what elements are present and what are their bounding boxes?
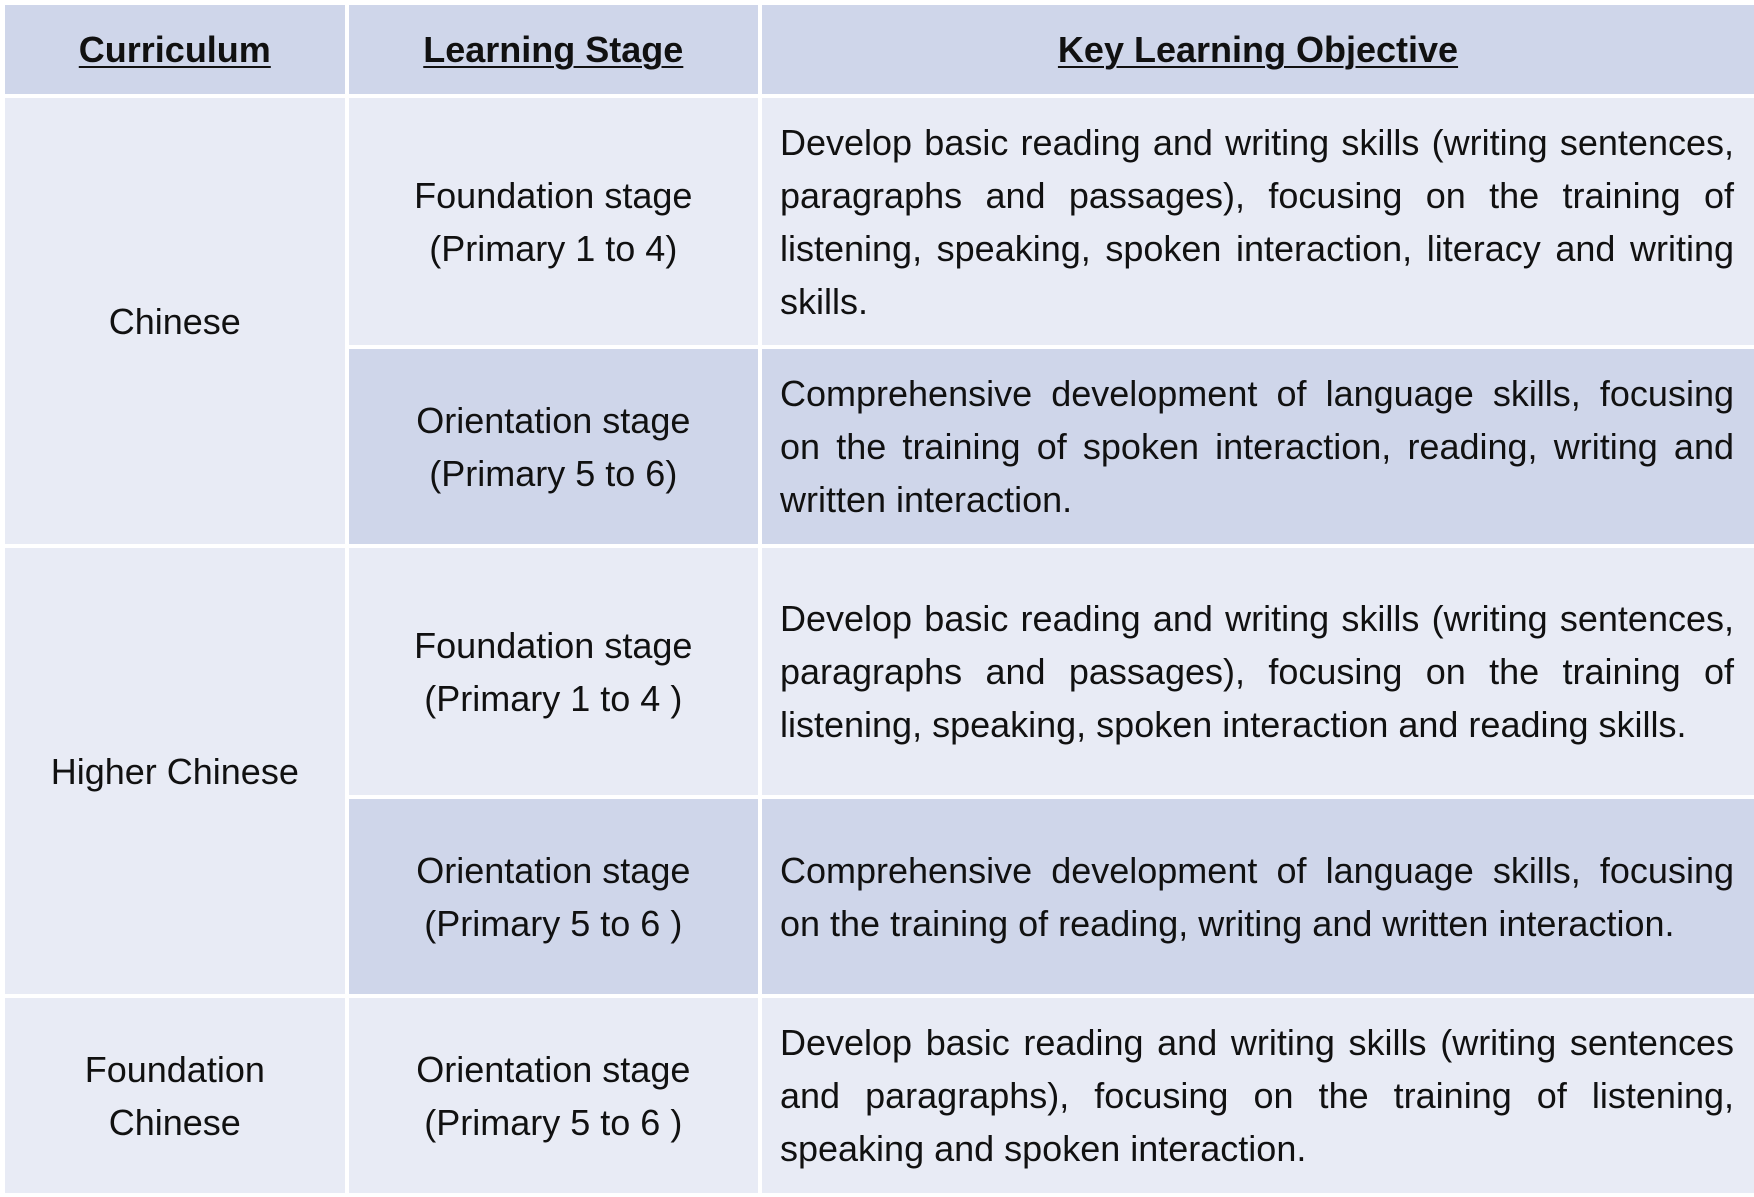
header-curriculum: Curriculum (5, 5, 345, 94)
objective-cell (762, 98, 1754, 345)
stage-name: Orientation stage (416, 399, 691, 441)
objective-text: Develop basic reading and writing skills (writing sentences, paragraphs and passages), focusing on the training of listening, speaking, spoken interaction, literacy and writing skills. (779, 121, 1734, 322)
objective-text: Comprehensive development of language skills, focusing on the training of reading, writing and written interaction. (779, 849, 1734, 944)
objective-cell (762, 349, 1754, 544)
objective-cell (762, 998, 1754, 1193)
learning-stage-cell (349, 799, 758, 994)
table-row (5, 548, 1754, 795)
curriculum-cell-chinese: Chinese (5, 98, 345, 544)
learning-stage-cell (349, 349, 758, 544)
table-row (5, 98, 1754, 345)
curriculum-name-line2: Chinese (108, 1101, 241, 1143)
curriculum-cell-foundation-chinese (5, 998, 345, 1193)
stage-range: (Primary 5 to 6 ) (424, 1101, 683, 1143)
curriculum-table-container (5, 5, 1754, 1193)
stage-range: (Primary 1 to 4 ) (424, 677, 683, 719)
header-key-learning-objective: Key Learning Objective (762, 5, 1754, 94)
objective-cell (762, 799, 1754, 994)
table-header-row (5, 5, 1754, 94)
stage-name: Orientation stage (416, 849, 691, 891)
curriculum-table (1, 1, 1754, 1197)
objective-text: Develop basic reading and writing skills (writing sentences and paragraphs), focusing on the training of listening, speaking and spoken interaction. (779, 1022, 1734, 1169)
objective-text: Develop basic reading and writing skills (writing sentences, paragraphs and passages), focusing on the training of listening, speaking, spoken interaction and reading skills. (779, 598, 1734, 745)
learning-stage-cell (349, 998, 758, 1193)
curriculum-name-line1: Foundation (84, 1048, 265, 1090)
stage-name: Foundation stage (414, 624, 693, 666)
curriculum-cell-higher-chinese: Higher Chinese (5, 548, 345, 994)
learning-stage-cell (349, 548, 758, 795)
stage-name: Foundation stage (414, 174, 693, 216)
stage-range: (Primary 5 to 6 ) (424, 902, 683, 944)
table-row (5, 998, 1754, 1193)
stage-range: (Primary 1 to 4) (429, 227, 678, 269)
objective-cell (762, 548, 1754, 795)
stage-name: Orientation stage (416, 1048, 691, 1090)
learning-stage-cell (349, 98, 758, 345)
header-learning-stage: Learning Stage (349, 5, 758, 94)
stage-range: (Primary 5 to 6) (429, 452, 678, 494)
objective-text: Comprehensive development of language skills, focusing on the training of spoken interaction, reading, writing and written interaction. (779, 373, 1734, 520)
